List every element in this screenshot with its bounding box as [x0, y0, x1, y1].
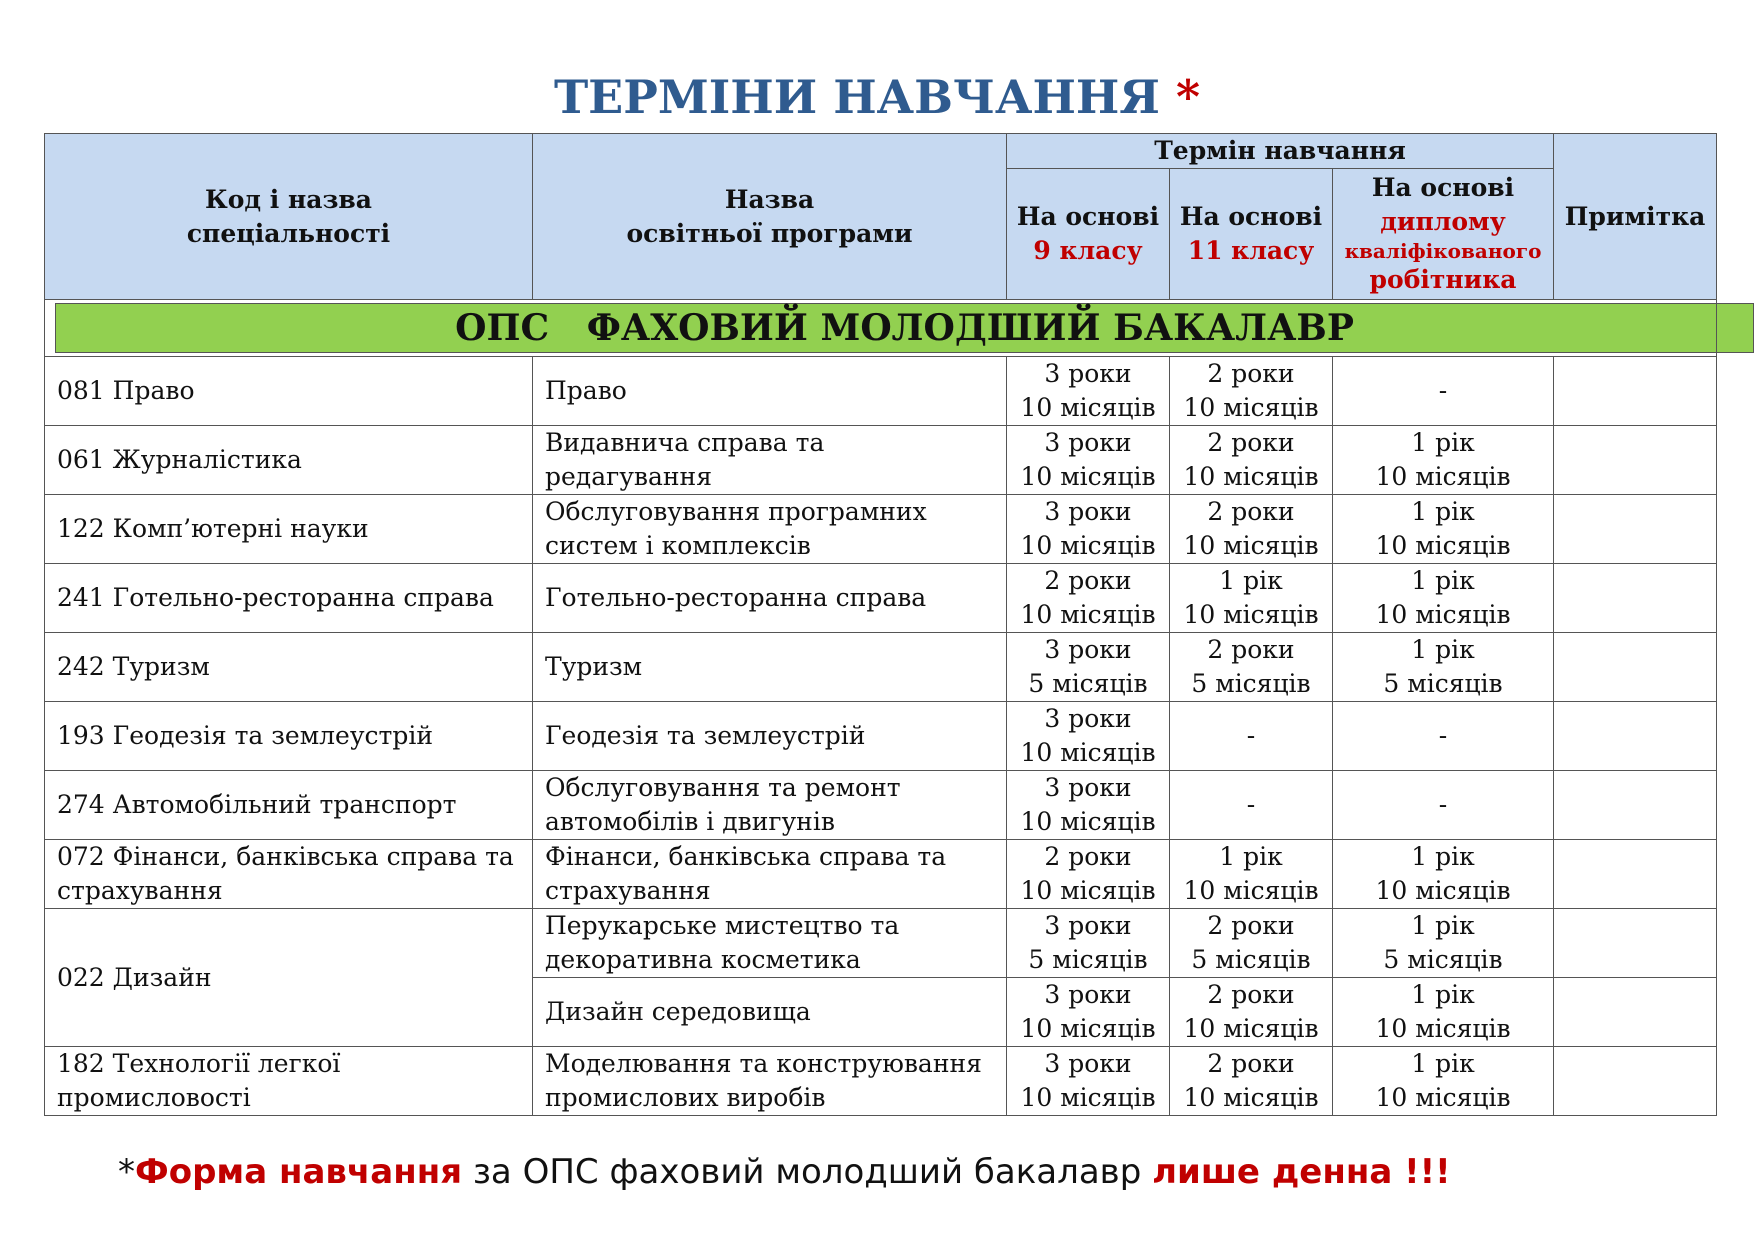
note-cell	[1554, 771, 1717, 840]
program-cell: Видавнича справа та редагування	[533, 426, 1007, 495]
header-note: Примітка	[1554, 134, 1717, 300]
header-diploma-line1: На основі	[1371, 173, 1515, 202]
header-specialty: Код і назва спеціальності	[45, 134, 533, 300]
specialty-cell: 061 Журналістика	[45, 426, 533, 495]
term-basis-9-cell: 3 роки 5 місяців	[1007, 633, 1170, 702]
specialty-cell: 022 Дизайн	[45, 909, 533, 1047]
header-basis-9-line1: На основі	[1016, 202, 1160, 231]
term-basis-9-cell: 3 роки 10 місяців	[1007, 357, 1170, 426]
specialty-cell: 182 Технології легкої промисловості	[45, 1047, 533, 1116]
term-basis-9-cell: 3 роки 10 місяців	[1007, 978, 1170, 1047]
header-basis-9-line2: 9 класу	[1033, 236, 1143, 265]
program-cell: Геодезія та землеустрій	[533, 702, 1007, 771]
term-diploma-cell: 1 рік 10 місяців	[1333, 1047, 1554, 1116]
note-cell	[1554, 702, 1717, 771]
term-basis-11-cell: 1 рік 10 місяців	[1170, 564, 1333, 633]
table-row	[45, 426, 1717, 495]
term-basis-9-cell: 2 роки 10 місяців	[1007, 840, 1170, 909]
term-diploma-cell: -	[1333, 357, 1554, 426]
header-basis-11-line1: На основі	[1179, 202, 1323, 231]
note-cell	[1554, 840, 1717, 909]
specialty-cell: 274 Автомобільний транспорт	[45, 771, 533, 840]
program-level-band	[45, 300, 1717, 357]
header-diploma-line4: робітника	[1369, 265, 1517, 294]
term-basis-11-cell: 2 роки 5 місяців	[1170, 909, 1333, 978]
specialty-cell: 081 Право	[45, 357, 533, 426]
program-cell: Туризм	[533, 633, 1007, 702]
specialty-cell: 241 Готельно-ресторанна справа	[45, 564, 533, 633]
table-row	[45, 1047, 1717, 1116]
term-diploma-cell: 1 рік 10 місяців	[1333, 564, 1554, 633]
header-basis-9	[1007, 169, 1170, 300]
table-row	[45, 633, 1717, 702]
specialty-cell: 122 Комп’ютерні науки	[45, 495, 533, 564]
term-basis-9-cell: 3 роки 10 місяців	[1007, 702, 1170, 771]
term-diploma-cell: 1 рік 10 місяців	[1333, 495, 1554, 564]
header-program: Назва освітньої програми	[533, 134, 1007, 300]
note-cell	[1554, 633, 1717, 702]
table-row	[45, 771, 1717, 840]
program-cell: Фінанси, банківська справа та страхування	[533, 840, 1007, 909]
table-row	[45, 495, 1717, 564]
term-basis-11-cell: 2 роки 10 місяців	[1170, 978, 1333, 1047]
note-cell	[1554, 426, 1717, 495]
note-cell	[1554, 909, 1717, 978]
term-basis-11-cell: 2 роки 10 місяців	[1170, 357, 1333, 426]
note-cell	[1554, 1047, 1717, 1116]
footnote-part3: лише денна !!!	[1152, 1152, 1451, 1192]
footnote	[118, 1152, 1451, 1192]
program-cell: Обслуговування та ремонт автомобілів і двигунів	[533, 771, 1007, 840]
term-diploma-cell: 1 рік 10 місяців	[1333, 426, 1554, 495]
term-basis-11-cell: 1 рік 10 місяців	[1170, 840, 1333, 909]
header-basis-11-line2: 11 класу	[1187, 236, 1315, 265]
title-asterisk: *	[1175, 70, 1201, 124]
term-basis-9-cell: 3 роки 10 місяців	[1007, 1047, 1170, 1116]
specialty-cell: 072 Фінанси, банківська справа та страхування	[45, 840, 533, 909]
program-level-label: ОПС ФАХОВИЙ МОЛОДШИЙ БАКАЛАВР	[55, 303, 1754, 353]
table-row	[45, 840, 1717, 909]
term-basis-11-cell: 2 роки 10 місяців	[1170, 426, 1333, 495]
note-cell	[1554, 978, 1717, 1047]
term-basis-9-cell: 3 роки 10 місяців	[1007, 495, 1170, 564]
footnote-star: *	[118, 1152, 135, 1192]
term-basis-9-cell: 3 роки 10 місяців	[1007, 426, 1170, 495]
note-cell	[1554, 495, 1717, 564]
header-diploma-line2: диплому	[1380, 207, 1506, 236]
term-diploma-cell: 1 рік 10 місяців	[1333, 840, 1554, 909]
footnote-part1: Форма навчання	[135, 1152, 463, 1192]
term-diploma-cell: -	[1333, 702, 1554, 771]
term-basis-11-cell: 2 роки 10 місяців	[1170, 1047, 1333, 1116]
term-basis-11-cell: -	[1170, 702, 1333, 771]
note-cell	[1554, 357, 1717, 426]
term-diploma-cell: 1 рік 5 місяців	[1333, 633, 1554, 702]
table-row	[45, 702, 1717, 771]
term-basis-9-cell: 3 роки 10 місяців	[1007, 771, 1170, 840]
term-diploma-cell: 1 рік 10 місяців	[1333, 978, 1554, 1047]
table-row	[45, 564, 1717, 633]
term-basis-9-cell: 2 роки 10 місяців	[1007, 564, 1170, 633]
header-term-group: Термін навчання	[1007, 134, 1554, 169]
program-cell: Перукарське мистецтво та декоративна косметика	[533, 909, 1007, 978]
program-cell: Обслуговування програмних систем і комплексів	[533, 495, 1007, 564]
term-basis-11-cell: 2 роки 10 місяців	[1170, 495, 1333, 564]
specialty-cell: 242 Туризм	[45, 633, 533, 702]
term-basis-11-cell: 2 роки 5 місяців	[1170, 633, 1333, 702]
header-diploma-line3: кваліфікованого	[1344, 239, 1542, 263]
term-basis-11-cell: -	[1170, 771, 1333, 840]
term-diploma-cell: 1 рік 5 місяців	[1333, 909, 1554, 978]
specialty-cell: 193 Геодезія та землеустрій	[45, 702, 533, 771]
header-basis-11	[1170, 169, 1333, 300]
program-cell: Моделювання та конструювання промислових виробів	[533, 1047, 1007, 1116]
program-cell: Право	[533, 357, 1007, 426]
page-title	[0, 70, 1754, 124]
page-title-text: ТЕРМІНИ НАВЧАННЯ	[553, 70, 1160, 124]
study-terms-table	[44, 133, 1717, 1116]
term-diploma-cell: -	[1333, 771, 1554, 840]
note-cell	[1554, 564, 1717, 633]
program-cell: Готельно-ресторанна справа	[533, 564, 1007, 633]
term-basis-9-cell: 3 роки 5 місяців	[1007, 909, 1170, 978]
table-row	[45, 357, 1717, 426]
table-row	[45, 909, 1717, 978]
footnote-part2: за ОПС фаховий молодший бакалавр	[462, 1152, 1153, 1192]
program-cell: Дизайн середовища	[533, 978, 1007, 1047]
header-diploma	[1333, 169, 1554, 300]
